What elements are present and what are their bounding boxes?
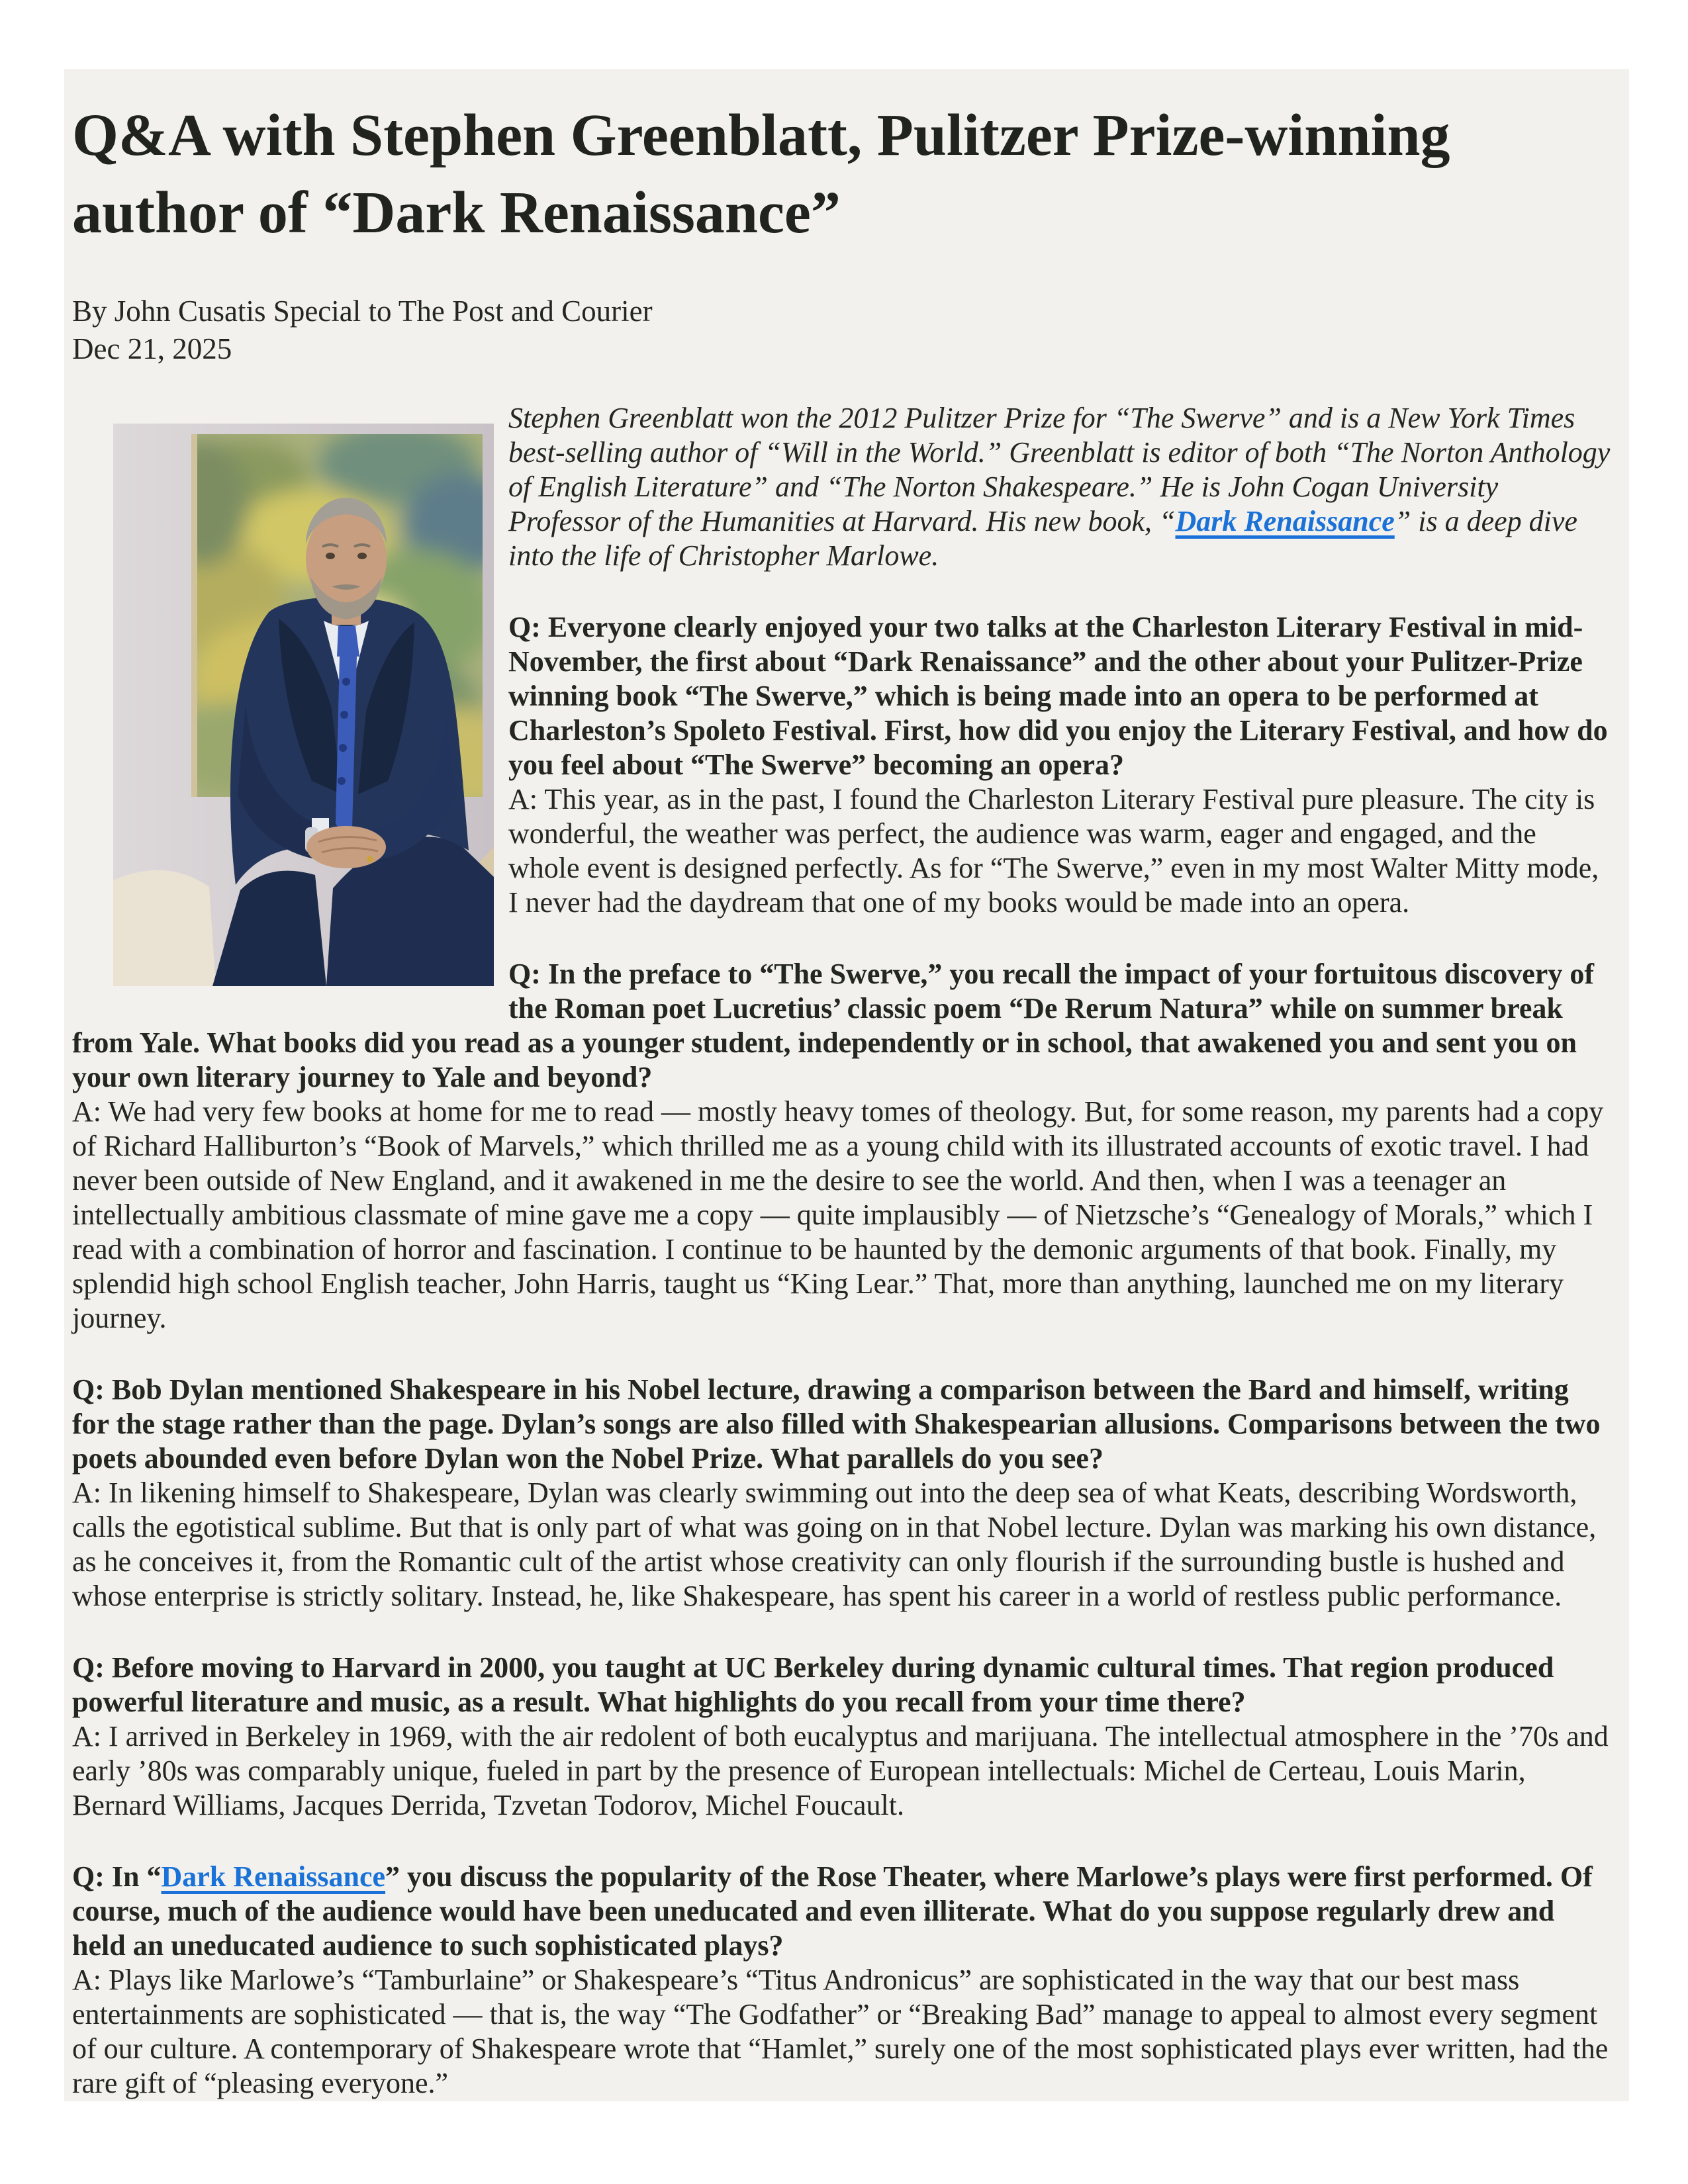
question-paragraph-5 (72, 1860, 1612, 1963)
answer-paragraph-4: A: I arrived in Berkeley in 1969, with the air redolent of both eucalyptus and marijuana. The intellectual atmosphere in the ’70s and early ’80s was comparably unique, fueled in part by the presence of European intellectuals: Michel de Certeau, Louis Marin, Bernard Williams, Jacques Derrida, Tzvetan Todorov, Michel Foucault. (72, 1720, 1609, 1821)
question-paragraph-3: Q: Bob Dylan mentioned Shakespeare in his Nobel lecture, drawing a comparison between the Bard and himself, writing for the stage rather than the page. Dylan’s songs are also filled with Shakespearian allusions. Comparisons between the two poets abounded even before Dylan won the Nobel Prize. What parallels do you see? (72, 1373, 1601, 1475)
question-5-text-post: ” you discuss the popularity of the Rose Theater, where Marlowe’s plays were first performed. Of course, much of the audience would have been uneducated and even illiterate. What do you suppose regularly drew and held an uneducated audience to such sophisticated plays? (72, 1860, 1593, 1962)
article-body (72, 401, 1612, 2101)
intro-text-pre: Stephen Greenblatt won the 2012 Pulitzer Prize for “The Swerve” and is a New York Times best-selling author of “Will in the World.” Greenblatt is editor of both “The Norton Anthology of English Literature” and “The Norton Shakespeare.” He is John Cogan University Professor of the Humanities at Harvard. His new book, “ (508, 402, 1611, 537)
publish-date: Dec 21, 2025 (72, 332, 232, 365)
question-paragraph-1: Q: Everyone clearly enjoyed your two talks at the Charleston Literary Festival in mid-November, the first about “Dark Renaissance” and the other about your Pulitzer-Prize winning book “The Swerve,” which is being made into an opera to be performed at Charleston’s Spoleto Festival. First, how did you enjoy the Literary Festival, and how do you feel about “The Swerve” becoming an opera? (508, 611, 1608, 781)
question-5-text-pre: Q: In “ (72, 1860, 162, 1893)
answer-paragraph-1: A: This year, as in the past, I found the Charleston Literary Festival pure pleasure. The city is wonderful, the weather was perfect, the audience was warm, eager and engaged, and the whole event is designed perfectly. As for “The Swerve,” even in my most Walter Mitty mode, I never had the daydream that one of my books would be made into an opera. (508, 783, 1599, 919)
article-title: Q&A with Stephen Greenblatt, Pulitzer Prize-winning author of “Dark Renaissance” (72, 103, 1450, 246)
dark-renaissance-link-2[interactable]: Dark Renaissance (161, 1860, 386, 1893)
question-paragraph-4: Q: Before moving to Harvard in 2000, you taught at UC Berkeley during dynamic cultural times. That region produced powerful literature and music, as a result. What highlights do you recall from your time there? (72, 1651, 1554, 1718)
article-page (64, 69, 1629, 2101)
answer-paragraph-2: A: We had very few books at home for me to read — mostly heavy tomes of theology. But, for some reason, my parents had a copy of Richard Halliburton’s “Book of Marvels,” which thrilled me as a young child with its illustrated accounts of exotic travel. I had never been outside of New England, and it awakened in me the desire to see the world. And then, when I was a teenager an intellectually ambitious classmate of mine gave me a copy — quite implausibly — of Nietzsche’s “Genealogy of Morals,” which I read with a combination of horror and fascination. I continue to be haunted by the demonic arguments of that book. Finally, my splendid high school English teacher, John Harris, taught us “King Lear.” That, more than anything, launched me on my literary journey. (72, 1095, 1604, 1334)
answer-paragraph-5: A: Plays like Marlowe’s “Tamburlaine” or Shakespeare’s “Titus Andronicus” are sophisticated in the way that our best mass entertainments are sophisticated — that is, the way “The Godfather” or “Breaking Bad” manage to appeal to almost every segment of our culture. A contemporary of Shakespeare wrote that “Hamlet,” surely one of the most sophisticated plays ever written, had the rare gift of “pleasing everyone.” (72, 1964, 1609, 2099)
byline-block (72, 293, 1612, 368)
byline: By John Cusatis Special to The Post and Courier (72, 295, 653, 328)
intro-text-post: ” is a deep dive into the life of Christopher Marlowe. (508, 505, 1577, 572)
answer-paragraph-3: A: In likening himself to Shakespeare, Dylan was clearly swimming out into the deep sea of what Keats, describing Wordsworth, calls the egotistical sublime. But that is only part of what was going on in that Nobel lecture. Dylan was marking his own distance, as he conceives it, from the Romantic cult of the artist whose creativity can only flourish if the surrounding bustle is hushed and whose enterprise is strictly solitary. Instead, he, like Shakespeare, has spent his career in a world of restless public performance. (72, 1477, 1597, 1612)
author-photo (113, 424, 494, 986)
dark-renaissance-link[interactable]: Dark Renaissance (1175, 505, 1395, 537)
question-paragraph-2: Q: In the preface to “The Swerve,” you recall the impact of your fortuitous discovery of the Roman poet Lucretius’ classic poem “De Rerum Natura” while on summer break from Yale. What books did you read as a younger student, independently or in school, that awakened you and sent you on your own literary journey to Yale and beyond? (72, 958, 1594, 1093)
sofa-arm (113, 870, 216, 986)
